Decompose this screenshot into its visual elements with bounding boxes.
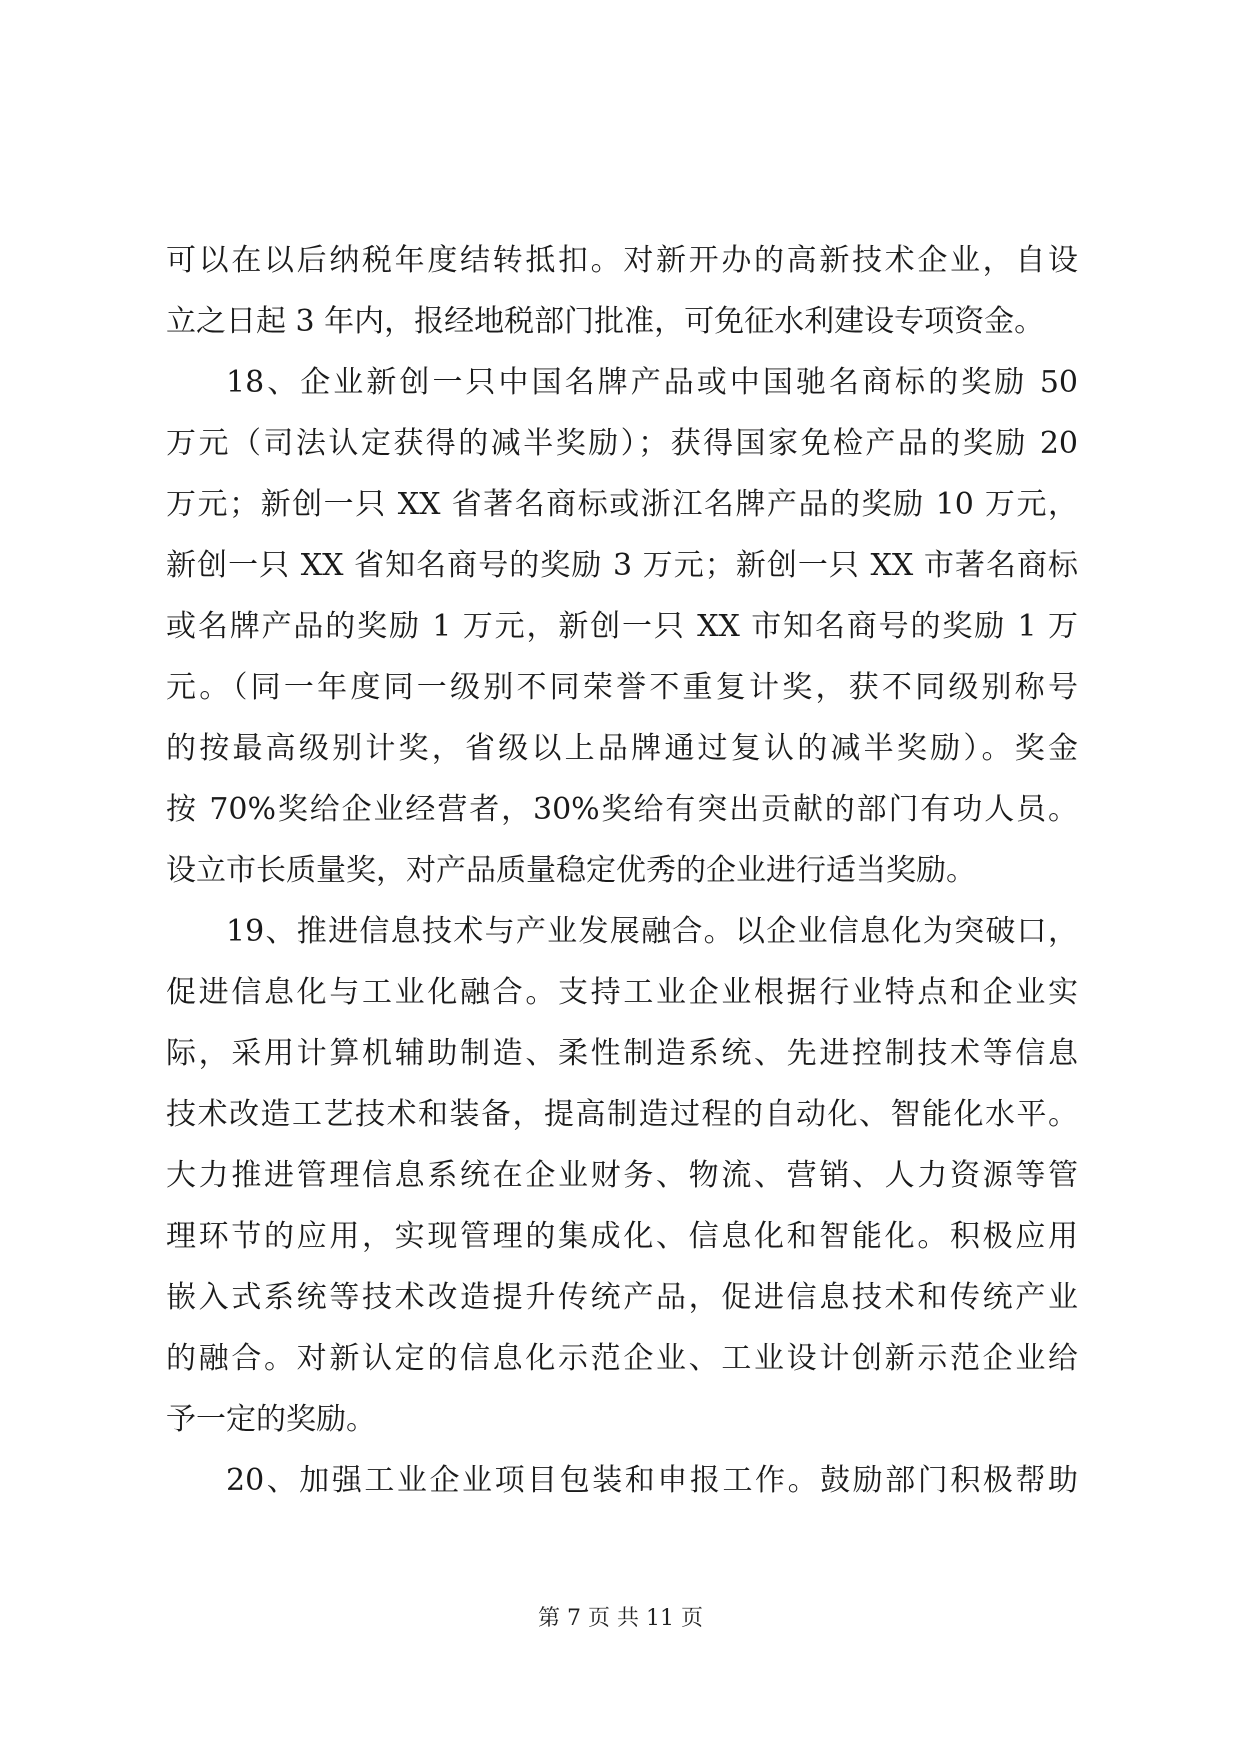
text-line: 设立市长质量奖，对产品质量稳定优秀的企业进行适当奖励。 bbox=[166, 853, 976, 888]
text-line: 可以在以后纳税年度结转抵扣。对新开办的高新技术企业，自设 bbox=[166, 243, 1078, 278]
text-line: 技术改造工艺技术和装备，提高制造过程的自动化、智能化水平。 bbox=[166, 1097, 1078, 1132]
text-line: 的按最高级别计奖，省级以上品牌通过复认的减半奖励）。奖金 bbox=[166, 731, 1078, 766]
text-line: 嵌入式系统等技术改造提升传统产品，促进信息技术和传统产业 bbox=[166, 1280, 1078, 1315]
text-line: 19、推进信息技术与产业发展融合。以企业信息化为突破口， bbox=[226, 914, 1078, 949]
text-line: 20、加强工业企业项目包装和申报工作。鼓励部门积极帮助 bbox=[226, 1463, 1078, 1498]
text-line: 万元；新创一只 XX 省著名商标或浙江名牌产品的奖励 10 万元， bbox=[166, 487, 1078, 522]
text-line: 大力推进管理信息系统在企业财务、物流、营销、人力资源等管 bbox=[166, 1158, 1078, 1193]
text-line: 理环节的应用，实现管理的集成化、信息化和智能化。积极应用 bbox=[166, 1219, 1078, 1254]
text-line: 际，采用计算机辅助制造、柔性制造系统、先进控制技术等信息 bbox=[166, 1036, 1078, 1071]
text-line: 的融合。对新认定的信息化示范企业、工业设计创新示范企业给 bbox=[166, 1341, 1078, 1376]
text-line: 18、企业新创一只中国名牌产品或中国驰名商标的奖励 50 bbox=[226, 365, 1078, 400]
text-line: 新创一只 XX 省知名商号的奖励 3 万元；新创一只 XX 市著名商标 bbox=[166, 548, 1078, 583]
text-line: 立之日起 3 年内，报经地税部门批准，可免征水利建设专项资金。 bbox=[166, 304, 1045, 339]
text-line: 万元（司法认定获得的减半奖励）；获得国家免检产品的奖励 20 bbox=[166, 426, 1078, 461]
text-line: 按 70%奖给企业经营者，30%奖给有突出贡献的部门有功人员。 bbox=[166, 792, 1078, 827]
document-body bbox=[166, 230, 1078, 1511]
text-line: 元。（同一年度同一级别不同荣誉不重复计奖，获不同级别称号 bbox=[166, 670, 1078, 705]
page-number-footer: 第 7 页 共 11 页 bbox=[538, 1606, 703, 1631]
text-line: 或名牌产品的奖励 1 万元，新创一只 XX 市知名商号的奖励 1 万 bbox=[166, 609, 1078, 644]
text-line: 予一定的奖励。 bbox=[166, 1402, 376, 1437]
text-line: 促进信息化与工业化融合。支持工业企业根据行业特点和企业实 bbox=[166, 975, 1078, 1010]
